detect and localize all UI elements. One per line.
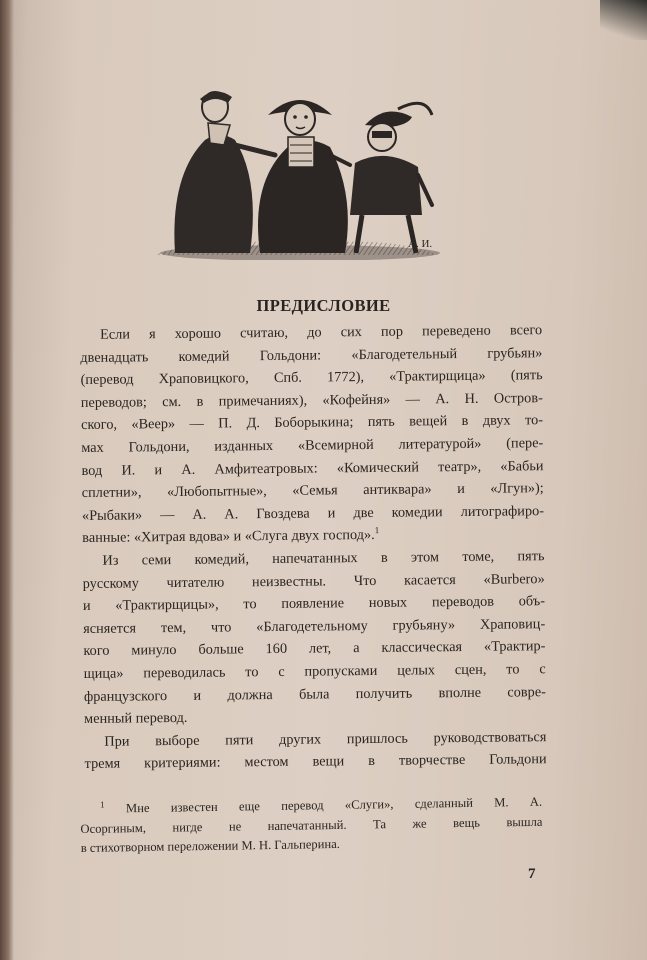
text-line: двенадцать комедий Гольдони: «Благодетельный грубьян»: [80, 344, 543, 366]
text-line: ванные: «Хитрая вдова» и «Слуга двух господ».: [82, 527, 375, 547]
page-number: 7: [528, 866, 536, 882]
footnote-line: в стихотворном переложении М. Н. Гальперина.: [80, 836, 340, 855]
text-line: русскому читателю неизвестны. Что касается «Burbero»: [82, 570, 545, 592]
footnote-marker: 1: [374, 525, 380, 536]
text-line: Если я хорошо считаю, до сих пор переведено всего: [100, 322, 543, 343]
page-heading: ПРЕДИСЛОВИЕ: [256, 296, 391, 315]
text-line: менный перевод.: [84, 709, 188, 728]
artist-signature: А. И.: [408, 238, 433, 250]
text-line: французского и должна была получить вполне совре-: [83, 683, 546, 705]
footnote-line: Осоргиным, нигде не напечатанный. Та же вещь вышла: [80, 814, 543, 836]
text-line: При выборе пяти других пришлось руководствоваться: [104, 728, 547, 750]
text-line: ского, «Веер» — П. Д. Боборыкина; пять вещей в двух то-: [80, 412, 544, 434]
text-line: ясняется тем, что «Благодетельному грубьяну» Храповиц-: [83, 615, 546, 637]
text-line: вод И. и А. Амфитеатровых: «Комический театр», «Бабьи: [81, 457, 544, 479]
book-spine-shadow: [0, 0, 14, 960]
text-line: и «Трактирщицы», то появление новых переводов объ-: [82, 593, 546, 615]
text-line: (перевод Храповицкого, Спб. 1772), «Трактирщица» (пять: [80, 367, 543, 389]
text-line: сплетни», «Любопытные», «Семья антиквара» и «Лгун»);: [81, 480, 544, 502]
text-line: тремя критериями: местом вещи в творчестве Гольдони: [84, 751, 547, 773]
text-line: щица» переводилась то с пропусками целых сцен, то с: [83, 661, 546, 682]
preface-text: [80, 319, 547, 776]
text-line: Из семи комедий, напечатанных в этом томе, пять: [102, 548, 545, 569]
text-line: переводов; см. в примечаниях), «Кофейня» — А. Н. Остров-: [80, 389, 543, 411]
illustration-three-figures: [150, 85, 440, 260]
background-corner: [600, 0, 647, 40]
text-line: кого минуло больше 160 лет, а классическая «Трактир-: [83, 638, 546, 660]
footnote: [80, 793, 543, 859]
text-line: мах Гольдони, изданных «Всемирной литературой» (пере-: [81, 435, 544, 456]
text-line: Мне известен еще перевод «Слуги», сделанный М. А.: [125, 794, 543, 816]
text-line: «Рыбаки» — А. А. Гвоздева и две комедии литографиро-: [81, 502, 545, 524]
footnote-marker: 1: [99, 799, 105, 810]
